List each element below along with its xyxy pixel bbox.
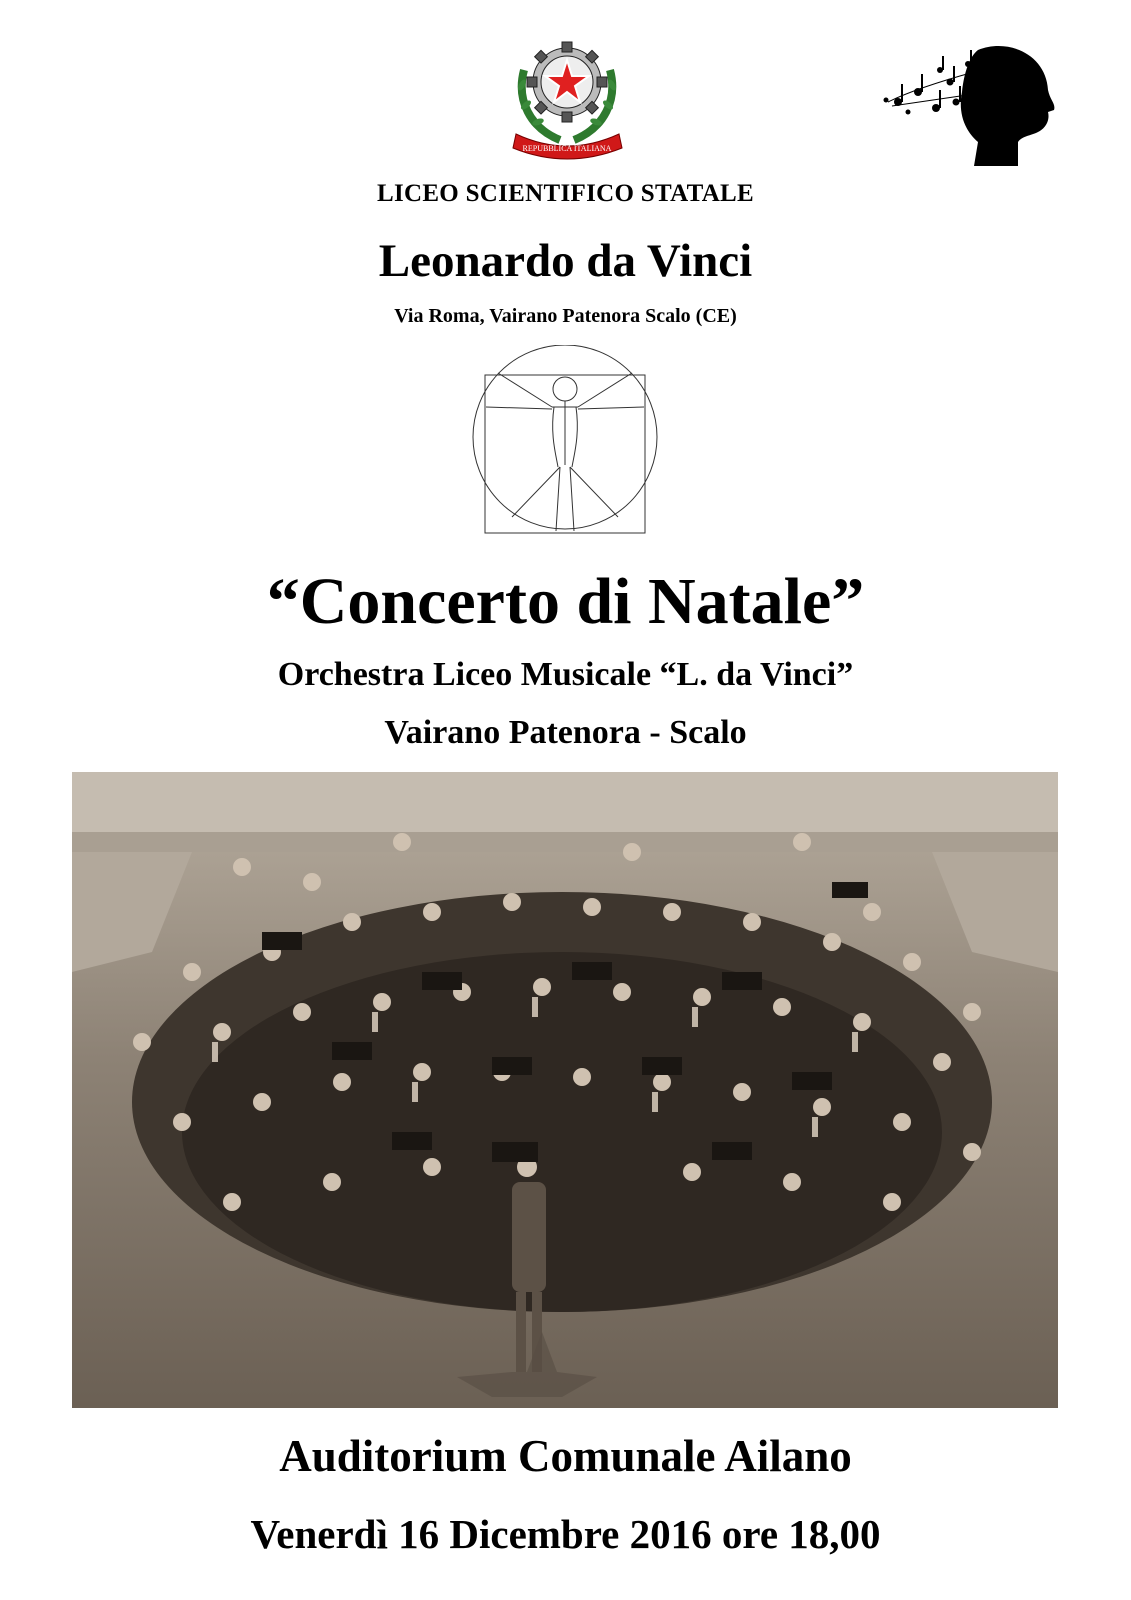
orchestra-name: Orchestra Liceo Musicale “L. da Vinci” [277,656,854,693]
school-name: Leonardo da Vinci [378,235,753,287]
emblem-ribbon-text: REPUBBLICA ITALIANA [522,144,612,153]
school-address: Via Roma, Vairano Patenora Scalo (CE) [394,305,737,327]
music-notes-head-icon [878,42,1066,166]
italian-republic-emblem-icon [510,30,625,165]
event-datetime: Venerdì 16 Dicembre 2016 ore 18,00 [250,1511,881,1557]
school-type: LICEO SCIENTIFICO STATALE [376,180,755,207]
orchestra-town: Vairano Patenora - Scalo [384,714,747,751]
orchestra-photo [72,772,1058,1408]
event-title: “Concerto di Natale” [266,565,865,638]
venue: Auditorium Comunale Ailano [279,1431,852,1481]
vitruvian-man-icon [470,345,660,535]
